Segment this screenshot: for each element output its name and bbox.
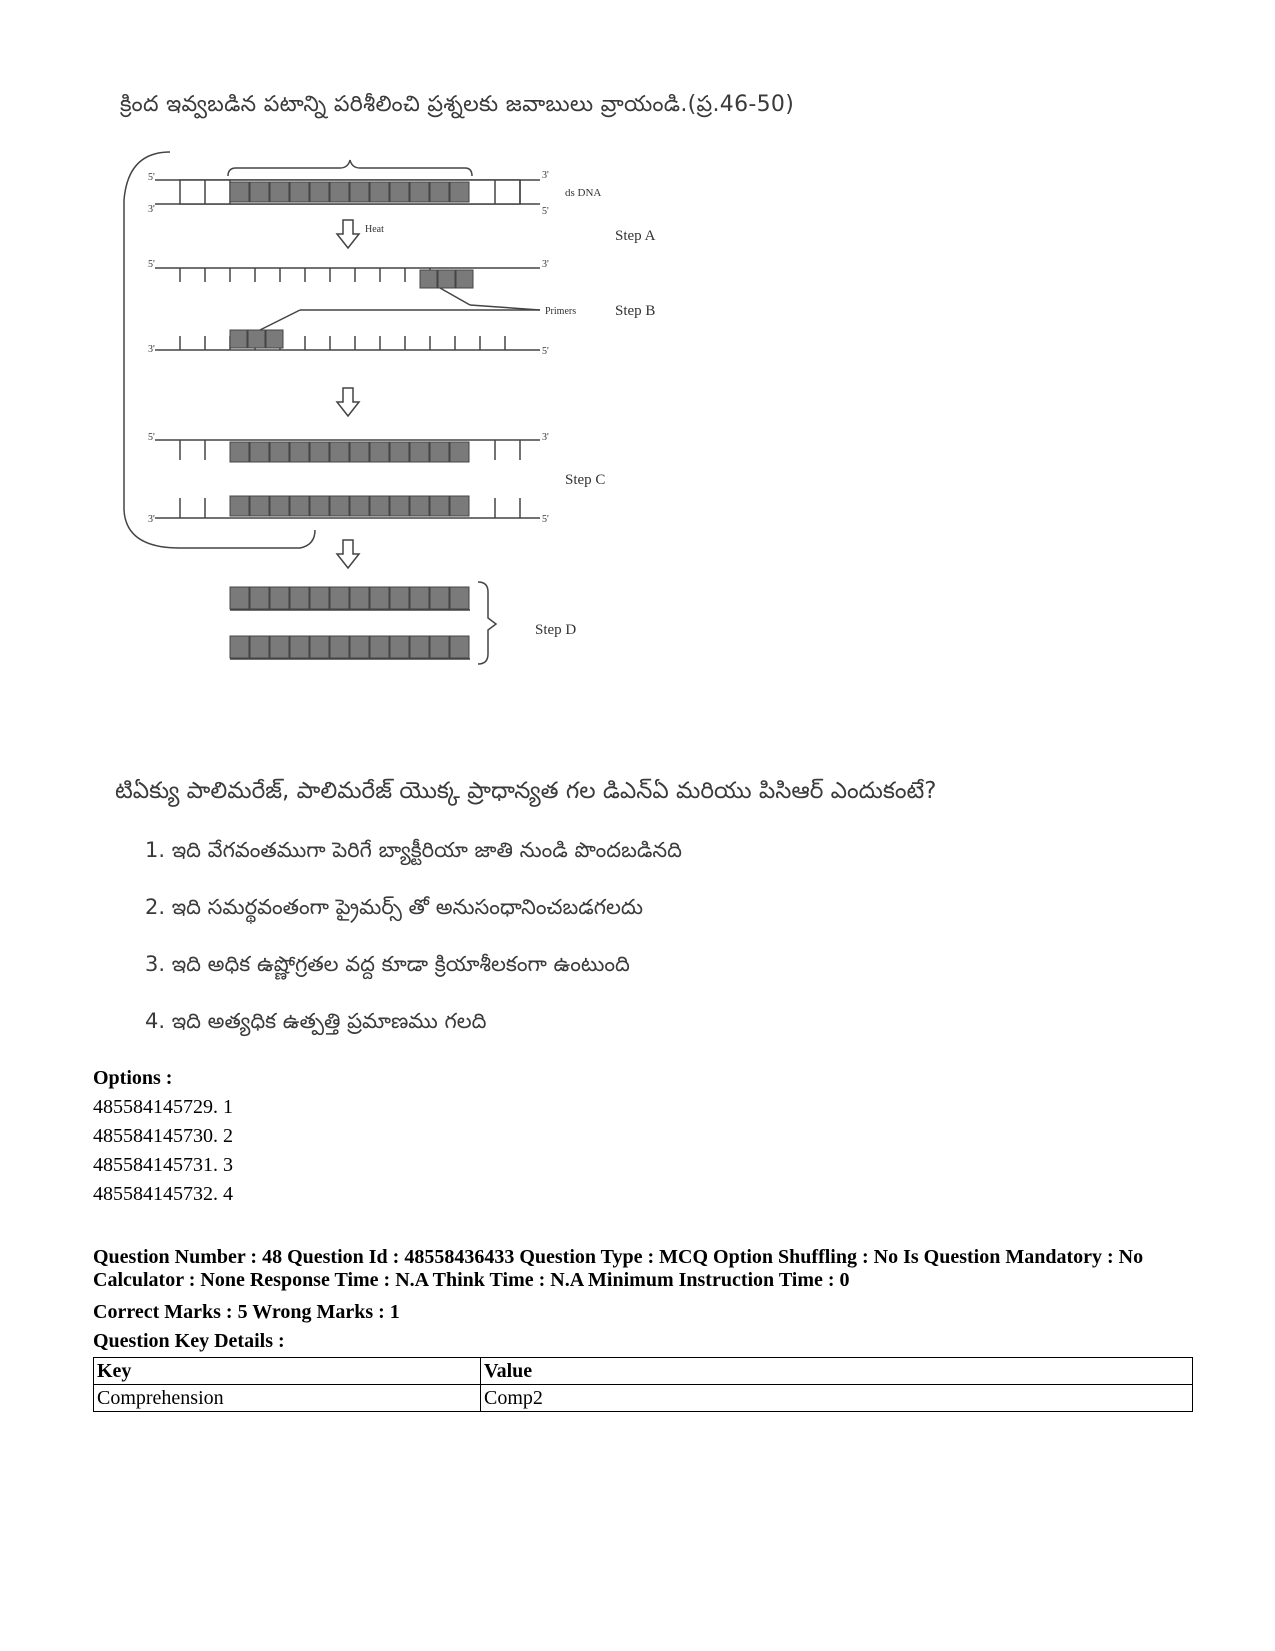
product-block <box>270 636 289 658</box>
product-block <box>230 636 249 658</box>
statement-2: 2. ఇది సమర్థవంతంగా ప్రైమర్స్ తో అనుసంధానించబడగలదు <box>145 895 643 919</box>
amplified-block <box>390 442 409 462</box>
table-row <box>94 1385 1193 1412</box>
product-block <box>450 636 469 658</box>
amplified-block <box>330 496 349 516</box>
cell-value: Comp2 <box>481 1385 1193 1412</box>
primer-pointer <box>260 310 300 330</box>
amplified-block <box>230 496 249 516</box>
target-region-block <box>290 182 309 202</box>
option-3: 485584145731. 3 <box>93 1154 233 1176</box>
product-block <box>370 587 389 609</box>
strand-end-label: 3' <box>148 344 155 355</box>
step-c-label: Step C <box>565 472 606 488</box>
primer-block <box>248 330 265 348</box>
product-block <box>330 636 349 658</box>
amplified-block <box>310 496 329 516</box>
target-region-block <box>430 182 449 202</box>
amplified-block <box>230 442 249 462</box>
product-block <box>450 587 469 609</box>
product-block <box>310 587 329 609</box>
amplified-block <box>270 496 289 516</box>
amplified-block <box>450 442 469 462</box>
amplified-block <box>250 496 269 516</box>
product-block <box>230 587 249 609</box>
statement-1: 1. ఇది వేగవంతముగా పెరిగే బ్యాక్టీరియా జాతి నుండి పొందబడినది <box>145 838 682 862</box>
header-value: Value <box>481 1358 1193 1385</box>
primers-label: Primers <box>545 306 577 317</box>
product-block <box>390 587 409 609</box>
amplified-block <box>290 442 309 462</box>
option-1: 485584145729. 1 <box>93 1096 233 1118</box>
amplified-block <box>390 496 409 516</box>
amplified-block <box>410 442 429 462</box>
marks-info: Correct Marks : 5 Wrong Marks : 1 <box>93 1301 400 1323</box>
strand-end-label: 5' <box>542 514 549 525</box>
step-a-label: Step A <box>615 228 656 244</box>
strand-end-label: 5' <box>542 206 549 217</box>
cell-key: Comprehension <box>94 1385 481 1412</box>
primer-pointer <box>440 288 470 305</box>
primer-block <box>230 330 247 348</box>
primer-block <box>420 270 437 288</box>
product-block <box>290 587 309 609</box>
product-block <box>290 636 309 658</box>
product-block <box>410 636 429 658</box>
primer-block <box>438 270 455 288</box>
product-block <box>370 636 389 658</box>
target-region-block <box>250 182 269 202</box>
process-arrow <box>337 540 359 568</box>
amplified-block <box>450 496 469 516</box>
options-label: Options : <box>93 1067 173 1089</box>
step-d-label: Step D <box>535 622 577 638</box>
primer-block <box>456 270 473 288</box>
amplified-block <box>350 496 369 516</box>
option-2: 485584145730. 2 <box>93 1125 233 1147</box>
pcr-diagram <box>110 140 710 680</box>
strand-end-label: 5' <box>148 432 155 443</box>
product-block <box>410 587 429 609</box>
target-region-block <box>410 182 429 202</box>
target-region-block <box>370 182 389 202</box>
header-key: Key <box>94 1358 481 1385</box>
amplified-block <box>370 442 389 462</box>
strand-end-label: 3' <box>542 259 549 270</box>
strand-end-label: 5' <box>148 172 155 183</box>
product-block <box>430 636 449 658</box>
product-block <box>250 636 269 658</box>
table-header-row <box>94 1358 1193 1385</box>
amplified-block <box>430 442 449 462</box>
strand-end-label: 5' <box>148 259 155 270</box>
process-arrow <box>337 388 359 416</box>
strand-end-label: 3' <box>542 170 549 181</box>
amplified-block <box>330 442 349 462</box>
primer-block <box>266 330 283 348</box>
target-region-block <box>230 182 249 202</box>
product-block <box>350 636 369 658</box>
heat-label: Heat <box>365 224 384 235</box>
statement-4: 4. ఇది అత్యధిక ఉత్పత్తి ప్రమాణము గలది <box>145 1009 487 1033</box>
strand-end-label: 3' <box>148 514 155 525</box>
statement-3: 3. ఇది అధిక ఉష్ణోగ్రతల వద్ద కూడా క్రియాశీలకంగా ఉంటుంది <box>145 952 630 976</box>
heat-arrow <box>337 220 359 248</box>
amplified-block <box>290 496 309 516</box>
product-block <box>250 587 269 609</box>
product-block <box>330 587 349 609</box>
key-details-table <box>93 1357 1193 1412</box>
amplified-block <box>250 442 269 462</box>
product-block <box>430 587 449 609</box>
amplified-block <box>410 496 429 516</box>
passage-instruction: క్రింద ఇవ్వబడిన పటాన్ని పరిశీలించి ప్రశ్నలకు జవాబులు వ్రాయండి.(ప్ర.46-50) <box>120 92 795 117</box>
product-block <box>350 587 369 609</box>
amplified-block <box>350 442 369 462</box>
amplified-block <box>310 442 329 462</box>
option-4: 485584145732. 4 <box>93 1183 233 1205</box>
target-region-block <box>350 182 369 202</box>
target-region-block <box>330 182 349 202</box>
ds-dna-label: ds DNA <box>565 187 602 199</box>
target-region-block <box>450 182 469 202</box>
key-details-label: Question Key Details : <box>93 1330 285 1352</box>
strand-end-label: 3' <box>148 204 155 215</box>
target-region-block <box>390 182 409 202</box>
step-b-label: Step B <box>615 303 656 319</box>
strand-end-label: 3' <box>542 432 549 443</box>
amplified-block <box>270 442 289 462</box>
target-region-block <box>310 182 329 202</box>
question-text: టిఏక్యు పాలిమరేజ్, పాలిమరేజ్ యొక్క ప్రాధాన్యత గల డిఎన్ఏ మరియు పిసిఆర్ ఎందుకంటే? <box>115 778 937 804</box>
question-metadata: Question Number : 48 Question Id : 48558436433 Question Type : MCQ Option Shuffling : No Is Question Mandatory : No Calculator : None Response Time : N.A Think Time : N.A Minimum Instruction Time : 0 <box>93 1246 1144 1291</box>
strand-end-label: 5' <box>542 346 549 357</box>
target-bracket <box>228 160 472 176</box>
target-region-block <box>270 182 289 202</box>
amplified-block <box>430 496 449 516</box>
product-block <box>390 636 409 658</box>
amplified-block <box>370 496 389 516</box>
product-block <box>270 587 289 609</box>
product-block <box>310 636 329 658</box>
product-bracket <box>478 582 496 664</box>
